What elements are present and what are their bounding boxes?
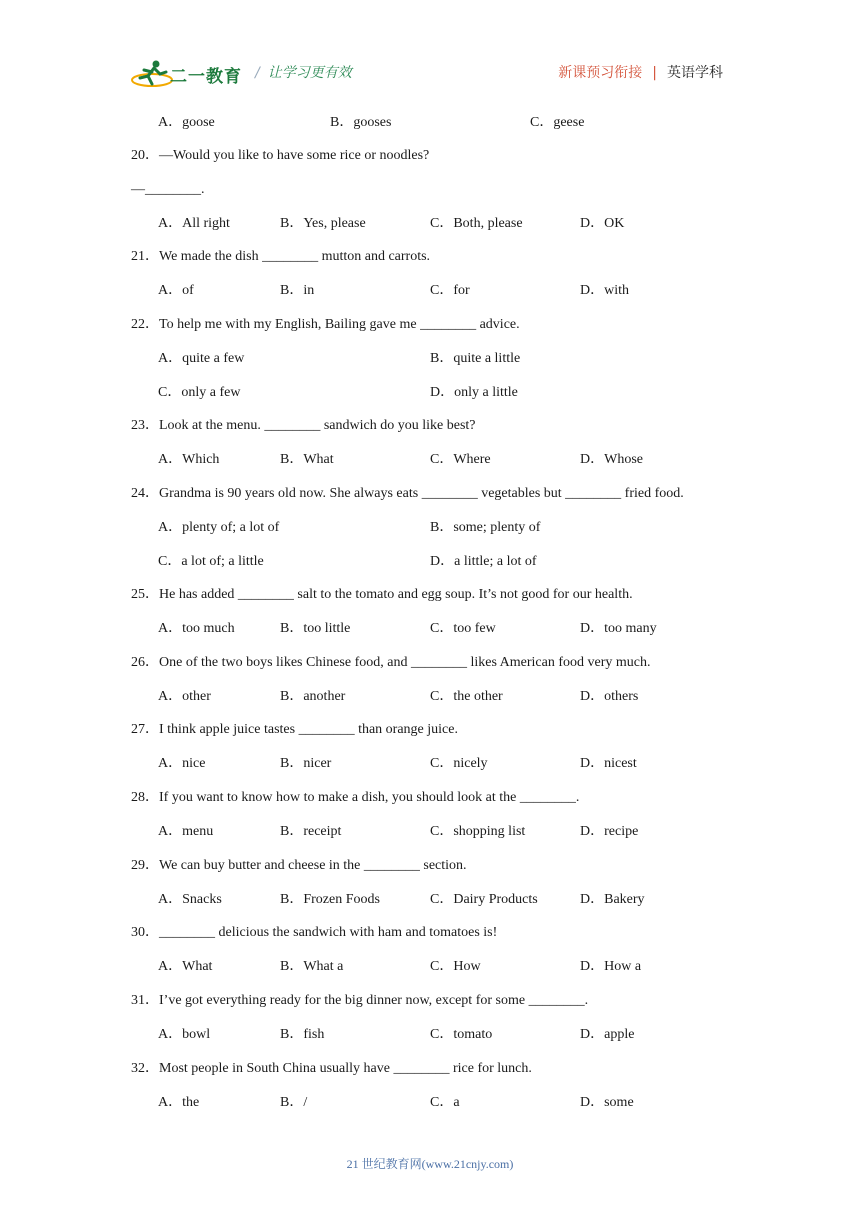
option-a: A．menu [158, 824, 214, 839]
option-b: B．/ [280, 1095, 308, 1110]
option-a: A．of [158, 283, 194, 298]
option-b: B．Frozen Foods [280, 892, 380, 907]
option-c: C．tomato [430, 1027, 493, 1042]
slogan-text: 让学习更有效 [267, 65, 352, 81]
slash-divider: / [255, 65, 260, 81]
option-b: B．some; plenty of [430, 520, 541, 535]
option-d: D．apple [580, 1027, 635, 1042]
header-subject-name: 英语学科 [667, 65, 723, 81]
option-c: C．Where [430, 452, 491, 467]
option-c: C．geese [530, 115, 585, 130]
option-b: B．another [280, 689, 346, 704]
option-a: A．other [158, 689, 211, 704]
logo-text: 二一教育 [170, 67, 242, 87]
option-c: C．the other [430, 689, 503, 704]
option-c: C．only a few [158, 385, 241, 400]
option-d: D．recipe [580, 824, 639, 839]
option-a: A．What [158, 959, 213, 974]
option-b: B．Yes, please [280, 216, 366, 231]
question-stem: 21．We made the dish ________ mutton and carrots. [131, 249, 431, 264]
option-a: A．nice [158, 756, 206, 771]
option-d: D．with [580, 283, 629, 298]
option-d: D．Bakery [580, 892, 645, 907]
option-b: B．fish [280, 1027, 325, 1042]
question-reply: —________. [131, 182, 205, 197]
option-c: C．nicely [430, 756, 488, 771]
option-c: C．for [430, 283, 470, 298]
option-a: A．the [158, 1095, 200, 1110]
option-b: B．too little [280, 621, 351, 636]
option-b: B．nicer [280, 756, 332, 771]
question-stem: 29．We can buy butter and cheese in the ________ section. [131, 858, 467, 873]
question-stem: 28．If you want to know how to make a dish, you should look at the ________. [131, 790, 580, 805]
option-b: B．What a [280, 959, 344, 974]
question-stem: 26．One of the two boys likes Chinese food, and ________ likes American food very much. [131, 655, 651, 670]
option-a: A．goose [158, 115, 215, 130]
option-c: C．Both, please [430, 216, 523, 231]
question-stem: 23．Look at the menu. ________ sandwich do you like best? [131, 418, 476, 433]
option-d: D．only a little [430, 385, 518, 400]
option-d: D．others [580, 689, 639, 704]
option-c: C．How [430, 959, 481, 974]
option-a: A．too much [158, 621, 235, 636]
option-a: A．All right [158, 216, 230, 231]
question-stem: 32．Most people in South China usually have ________ rice for lunch. [131, 1061, 532, 1076]
option-c: C．a [430, 1095, 460, 1110]
option-d: D．a little; a lot of [430, 554, 537, 569]
option-b: B．quite a little [430, 351, 521, 366]
option-d: D．How a [580, 959, 642, 974]
question-stem: 22．To help me with my English, Bailing gave me ________ advice. [131, 317, 520, 332]
option-d: D．Whose [580, 452, 643, 467]
question-stem: 20．—Would you like to have some rice or noodles? [131, 148, 430, 163]
question-stem: 27．I think apple juice tastes ________ than orange juice. [131, 722, 458, 737]
header-separator: | [652, 65, 657, 81]
header-course: 新课预习衔接 [558, 65, 643, 81]
option-a: A．Snacks [158, 892, 222, 907]
option-a: A．bowl [158, 1027, 211, 1042]
option-b: B．What [280, 452, 334, 467]
page-header [0, 0, 860, 100]
header-subject [558, 62, 723, 82]
option-d: D．too many [580, 621, 657, 636]
option-b: B．gooses [330, 115, 392, 130]
question-stem: 25．He has added ________ salt to the tomato and egg soup. It’s not good for our health. [131, 587, 633, 602]
question-stem: 31．I’ve got everything ready for the big dinner now, except for some ________. [131, 993, 589, 1008]
option-c: C．a lot of; a little [158, 554, 264, 569]
option-a: A．plenty of; a lot of [158, 520, 280, 535]
question-stem: 30．________ delicious the sandwich with ham and tomatoes is! [131, 925, 498, 940]
option-c: C．too few [430, 621, 496, 636]
option-a: A．quite a few [158, 351, 245, 366]
option-c: C．shopping list [430, 824, 526, 839]
option-d: D．nicest [580, 756, 637, 771]
page-footer: 21 世纪教育网(www.21cnjy.com) [346, 1157, 514, 1171]
option-d: D．some [580, 1095, 634, 1110]
option-b: B．receipt [280, 824, 342, 839]
question-stem: 24．Grandma is 90 years old now. She always eats ________ vegetables but ________ fried food. [131, 486, 684, 501]
slogan [255, 62, 352, 82]
option-b: B．in [280, 283, 315, 298]
option-d: D．OK [580, 216, 625, 231]
option-c: C．Dairy Products [430, 892, 538, 907]
option-a: A．Which [158, 452, 220, 467]
